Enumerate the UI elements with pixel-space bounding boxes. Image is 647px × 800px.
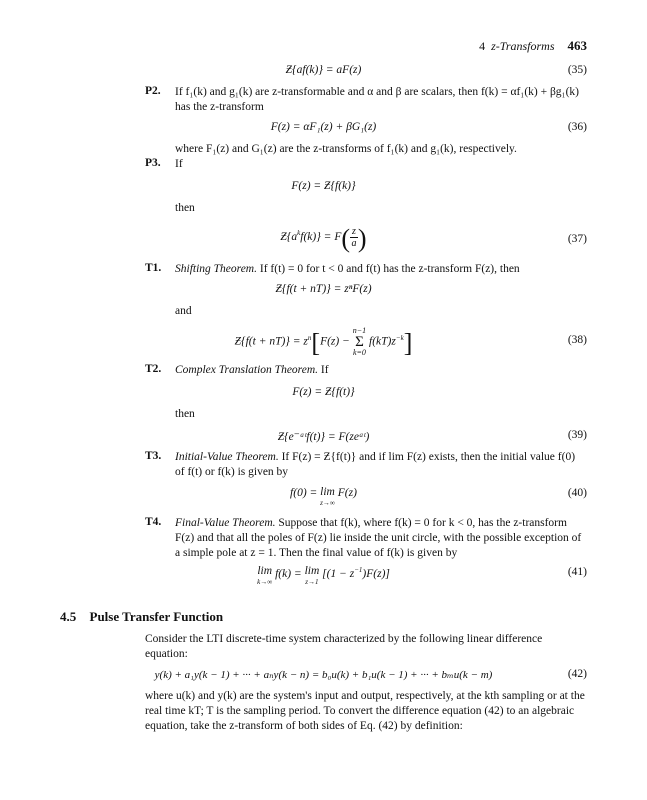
equation-t1: Ƶ{f(t + nT)} = zⁿF(z) [275,283,372,295]
section-heading [60,609,223,625]
running-header [479,38,587,54]
theorem-body-t1: If f(t) = 0 for t < 0 and f(t) has the z-transform F(z), then [259,263,520,275]
theorem-text-t2 [175,363,587,378]
equation-number-38: (38) [567,334,587,346]
equation-number-42: (42) [567,668,587,680]
equation-37: $Ƶ\{a^kf(k)\} = F$( $\frac{z}{a}$ ) [280,224,367,253]
theorem-text-t4 [175,516,587,561]
section-intro: Consider the LTI discrete-time system characterized by the following linear difference equation: [145,633,543,660]
equation-41: lim k→∞ f(k) = lim z→1 $[(1 - z^{-1})F(z)]$ [257,565,390,586]
property-text-p3: If [175,158,183,170]
text-and: and [175,305,192,317]
theorem-title-t1: Shifting Theorem. [175,263,257,275]
theorem-text-t1 [175,262,587,277]
section-body: where u(k) and y(k) are the system's input and output, respectively, at the kth sampling or at the real time kT; T is the sampling period. To convert the difference equation (42) to an algebraic equation, take the z-transform of both sides of Eq. (42) by definition: [145,690,585,732]
theorem-title-t2: Complex Translation Theorem. [175,364,319,376]
page-number: 463 [567,38,587,53]
equation-number-37: (37) [567,233,587,245]
equation-39: Ƶ{e⁻ᵃᵗf(t)} = F(zeᵃᵗ) [277,431,370,443]
text-then-2: then [175,408,195,420]
equation-number-36: (36) [567,121,587,133]
equation-t2: F(z) = Ƶ{f(t)} [292,386,355,398]
property-label-p2: P2. [145,85,161,97]
section-number: 4.5 [60,609,77,624]
text-then-1: then [175,202,195,214]
equation-36: F(z) = αF₁(z) + βG₁(z) [270,121,377,133]
equation-38: Ƶ{f(t + $nT)\} = z^n[F(z)$ − n−1 Σ k=0 $f(kT)z^{-k}$] [234,326,413,358]
chapter-number: 4 [479,39,486,53]
theorem-body-t3: If F(z) = Ƶ{f(t)} and if lim F(z) exists, then the initial value f(0) of f(t) or f(k) is given by [175,451,576,478]
theorem-label-t4: T4. [145,516,162,528]
theorem-label-t3: T3. [145,450,162,462]
chapter-title: z-Transforms [491,39,555,53]
property-label-p3: P3. [145,157,161,169]
property-text-p2: If f₁(k) and g₁(k) are z-transformable and α and β are scalars, then f(k) = αf₁(k) + βg₁(k) has the z-transform [175,86,579,113]
equation-number-41: (41) [567,566,587,578]
property-p2-where: where F₁(z) and G₁(z) are the z-transforms of f₁(k) and g₁(k), respectively. [175,143,517,155]
theorem-title-t4: Final-Value Theorem. [175,517,276,529]
theorem-label-t1: T1. [145,262,162,274]
theorem-title-t3: Initial-Value Theorem. [175,451,279,463]
theorem-text-t3 [175,450,587,480]
theorem-body-t2: If [320,364,329,376]
equation-number-39: (39) [567,429,587,441]
equation-40: f(0) = lim z→∞ F(z) [290,486,357,507]
equation-number-40: (40) [567,487,587,499]
theorem-body-t4: Suppose that f(k), where f(k) = 0 for k < 0, has the z-transform F(z) and that all the poles of F(z) lie inside the unit circle, with the possible exception of a simple pole at z = 1. Then the final value of f(k) is given by [175,517,582,559]
equation-35: Ƶ{af(k)} = aF(z) [285,64,362,76]
theorem-label-t2: T2. [145,363,162,375]
section-title: Pulse Transfer Function [89,609,224,624]
equation-number-35: (35) [567,64,587,76]
equation-42: y(k) + a₁y(k − 1) + ··· + aₙy(k − n) = b₀u(k) + b₁u(k − 1) + ··· + bₘu(k − m) [154,669,493,681]
equation-p3: F(z) = Ƶ{f(k)} [291,180,356,192]
